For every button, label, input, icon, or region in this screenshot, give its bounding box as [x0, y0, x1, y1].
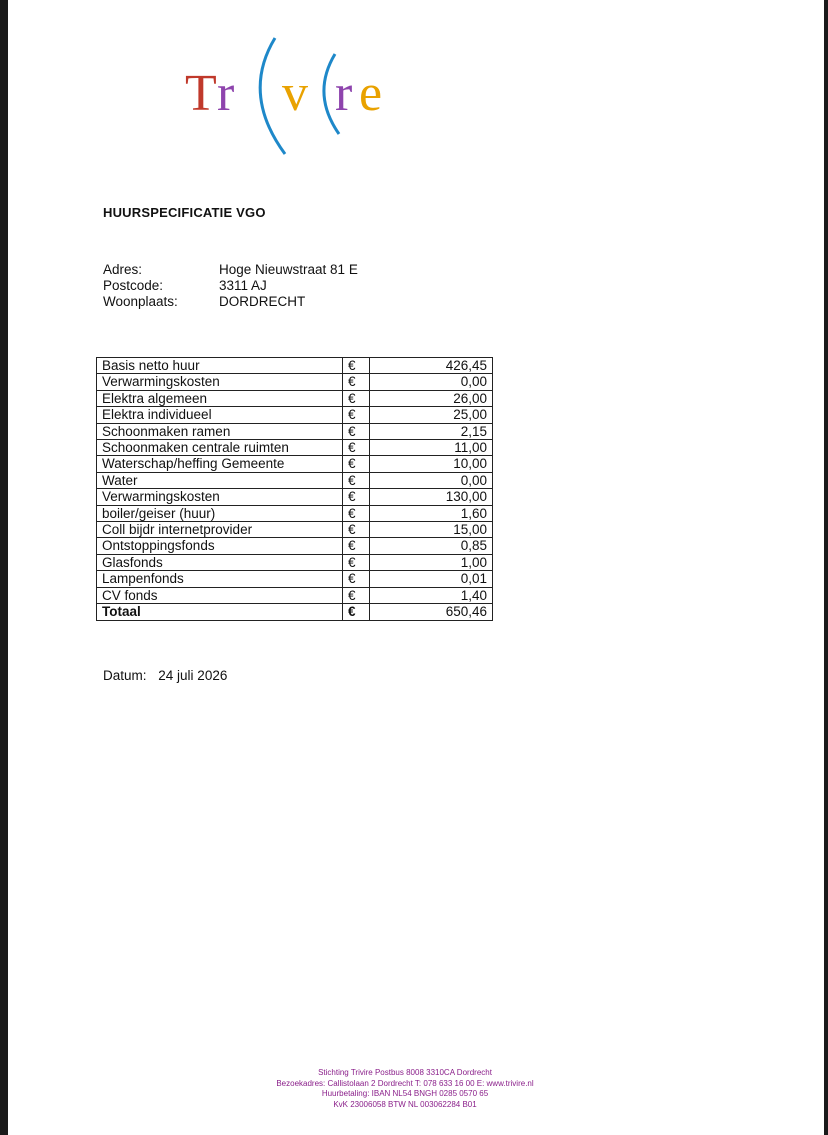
currency-symbol: € [343, 358, 370, 374]
line-item-label: Basis netto huur [97, 358, 343, 374]
footer-line: KvK 23006058 BTW NL 003062284 B01 [333, 1099, 477, 1109]
address-block [103, 262, 358, 310]
date-label: Datum: [103, 668, 147, 683]
line-item-label: Elektra algemeen [97, 390, 343, 406]
line-item-amount: 2,15 [370, 423, 493, 439]
woonplaats-value: DORDRECHT [219, 294, 306, 309]
line-item-row [97, 440, 493, 456]
currency-symbol: € [343, 440, 370, 456]
footer-line: Stichting Trivire Postbus 8008 3310CA Dordrecht [318, 1068, 492, 1077]
address-value: Hoge Nieuwstraat 81 E [219, 262, 358, 277]
line-item-row [97, 489, 493, 505]
address-label: Adres: [103, 262, 143, 277]
currency-symbol: € [343, 554, 370, 570]
line-item-amount: 15,00 [370, 522, 493, 538]
postcode-value: 3311 AJ [219, 278, 267, 293]
line-item-amount: 1,00 [370, 554, 493, 570]
line-item-row [97, 554, 493, 570]
line-item-label: boiler/geiser (huur) [97, 505, 343, 521]
postcode-label: Postcode: [103, 278, 164, 293]
line-item-amount: 0,01 [370, 571, 493, 587]
line-item-amount: 10,00 [370, 456, 493, 472]
rent-specification-table [96, 357, 493, 621]
line-item-label: Waterschap/heffing Gemeente [97, 456, 343, 472]
svg-text:v: v [282, 65, 308, 122]
postcode-row [103, 278, 358, 294]
svg-text:r: r [217, 65, 235, 122]
currency-symbol: € [343, 538, 370, 554]
date-value: 24 juli 2026 [158, 668, 228, 683]
line-item-amount: 130,00 [370, 489, 493, 505]
currency-symbol: € [343, 456, 370, 472]
currency-symbol: € [343, 604, 370, 620]
currency-symbol: € [343, 571, 370, 587]
line-item-amount: 1,40 [370, 587, 493, 603]
line-item-amount: 1,60 [370, 505, 493, 521]
footer-line: Bezoekadres: Callistolaan 2 Dordrecht T: 078 633 16 00 E: www.trivire.nl [276, 1078, 534, 1088]
currency-symbol: € [343, 472, 370, 488]
line-item-amount: 11,00 [370, 440, 493, 456]
line-item-label: Elektra individueel [97, 407, 343, 423]
line-item-row [97, 407, 493, 423]
line-item-label: Water [97, 472, 343, 488]
date-line [103, 668, 227, 683]
line-item-label: Ontstoppingsfonds [97, 538, 343, 554]
line-item-row [97, 390, 493, 406]
total-label: Totaal [97, 604, 343, 620]
line-item-row [97, 472, 493, 488]
trivire-logo [175, 30, 405, 160]
currency-symbol: € [343, 505, 370, 521]
woonplaats-row [103, 294, 358, 310]
currency-symbol: € [343, 407, 370, 423]
line-item-label: Schoonmaken centrale ruimten [97, 440, 343, 456]
line-item-label: Lampenfonds [97, 571, 343, 587]
line-item-row [97, 505, 493, 521]
line-item-row [97, 522, 493, 538]
line-item-label: CV fonds [97, 587, 343, 603]
currency-symbol: € [343, 489, 370, 505]
address-row [103, 262, 358, 278]
svg-text:e: e [359, 65, 383, 122]
line-item-row [97, 358, 493, 374]
document-title: HUURSPECIFICATIE VGO [103, 205, 266, 220]
line-item-amount: 0,85 [370, 538, 493, 554]
footer-line: Huurbetaling: IBAN NL54 BNGH 0285 0570 65 [321, 1089, 489, 1098]
line-item-label: Coll bijdr internetprovider [97, 522, 343, 538]
line-item-amount: 426,45 [370, 358, 493, 374]
line-item-label: Verwarmingskosten [97, 489, 343, 505]
line-item-amount: 0,00 [370, 472, 493, 488]
currency-symbol: € [343, 423, 370, 439]
total-amount: 650,46 [370, 604, 493, 620]
line-item-row [97, 456, 493, 472]
line-item-row [97, 571, 493, 587]
line-item-amount: 0,00 [370, 374, 493, 390]
svg-text:r: r [335, 65, 353, 122]
svg-text:T: T [185, 65, 217, 122]
line-item-row [97, 587, 493, 603]
line-item-amount: 26,00 [370, 390, 493, 406]
line-item-row [97, 423, 493, 439]
line-item-label: Glasfonds [97, 554, 343, 570]
footer [230, 1068, 580, 1110]
currency-symbol: € [343, 522, 370, 538]
woonplaats-label: Woonplaats: [103, 294, 178, 309]
line-item-amount: 25,00 [370, 407, 493, 423]
line-item-row [97, 538, 493, 554]
scan-edge-right [824, 0, 828, 1135]
line-item-row [97, 374, 493, 390]
currency-symbol: € [343, 374, 370, 390]
currency-symbol: € [343, 587, 370, 603]
line-item-label: Schoonmaken ramen [97, 423, 343, 439]
scan-edge-left [0, 0, 8, 1135]
total-row [97, 604, 493, 620]
line-item-label: Verwarmingskosten [97, 374, 343, 390]
rent-specification-body [97, 358, 493, 621]
currency-symbol: € [343, 390, 370, 406]
